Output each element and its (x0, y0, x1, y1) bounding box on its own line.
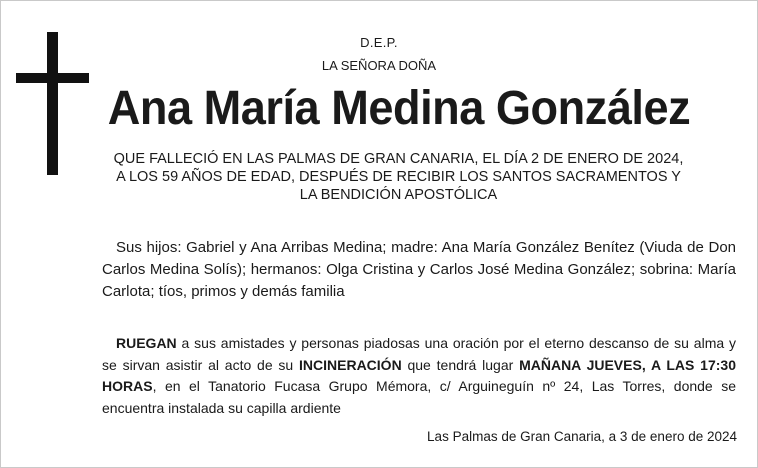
death-notice-text: QUE FALLECIÓ EN LAS PALMAS DE GRAN CANARIA, EL DÍA 2 DE ENERO DE 2024, A LOS 59 AÑOS DE EDAD, DESPUÉS DE RECIBIR LOS SANTOS SACRAMENTOS Y LA BENDICIÓN APOSTÓLICA (113, 151, 684, 203)
request-text-3: , en el Tanatorio Fucasa Grupo Mémora, c/ Arguineguín nº 24, Las Torres, donde se encuentra instalada su capilla ardiente (102, 378, 736, 416)
honorific-heading: LA SEÑORA DOÑA (321, 58, 437, 73)
request-text-2: que tendrá lugar (401, 356, 520, 373)
deceased-name: Ana María Medina González (107, 82, 691, 135)
family-paragraph: Sus hijos: Gabriel y Ana Arribas Medina; madre: Ana María González Benítez (Viuda de Don Carlos Medina Solís); hermanos: Olga Cristina y Carlos José Medina González; sobrina: María Carlota; tíos, primos y demás familia (102, 239, 736, 300)
request-text-1: a sus amistades y personas piadosas una oración por el eterno descanso de su alma y se sirvan asistir al acto de su (102, 335, 736, 373)
request-paragraph (102, 333, 736, 419)
request-lead: RUEGAN (116, 335, 177, 351)
dateline: Las Palmas de Gran Canaria, a 3 de enero de 2024 (427, 429, 737, 444)
dep-heading: D.E.P. (360, 35, 398, 50)
ceremony-time: MAÑANA JUEVES, A LAS 17:30 HORAS (102, 356, 736, 394)
ceremony-type: INCINERACIÓN (299, 356, 402, 373)
